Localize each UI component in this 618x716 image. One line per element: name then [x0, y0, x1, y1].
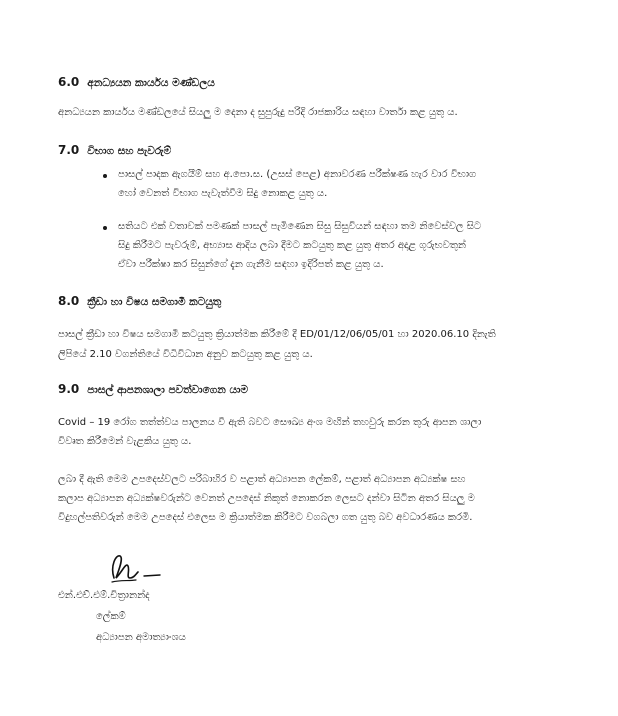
section-7-title: විභාග සහ පැවරුම් — [87, 145, 172, 157]
section-9-line-2: විවෘත කිරීමෙන් වැළකිය යුතු ය. — [58, 436, 192, 447]
signatory-name: එන්.එච්.එම්.චිත්‍රානන්ද — [58, 590, 150, 601]
section-7-bullet-2-line-3: ඒවා පරීක්ෂා කර සිසුන්ගේ දැන ගැනීම සඳහා ඉදිරිපත් කළ යුතු ය. — [118, 259, 384, 270]
section-8-line-1: පාසල් ක්‍රීඩා හා විෂය සමගාමී කටයුතු ක්‍රියාත්මක කිරීමේ දී ED/01/12/06/05/01 හා 2020.06.10 දිනැති — [58, 329, 496, 340]
section-6-title: අනධ්‍යයන කාර්යය මණ්ඩලය — [87, 77, 215, 89]
section-9-line-1: Covid – 19 රෝග තත්ත්වය පාලනය වී ඇති බවට සෞඛ්‍ය අංශ මඟින් තහවුරු කරන තුරු ආපන ශාලා — [58, 417, 482, 428]
closing-line-1: ලබා දී ඇති මෙම උපදෙස්වලට පරිබාහිර ව පළාත් අධ්‍යාපන ලේකම්, පළාත් අධ්‍යාපන අධ්‍යක්ෂ සහ — [58, 474, 466, 485]
section-6-heading — [58, 75, 215, 90]
bullet-icon — [103, 226, 107, 230]
closing-line-2: කලාප අධ්‍යාපන අධ්‍යක්ෂවරුන්ට වෙනත් උපදෙස් නිකුත් නොකරන ලෙසට දන්වා සිටින අතර සියලු ම — [58, 493, 475, 504]
section-6-paragraph: අනධ්‍යයන කාර්යය මණ්ඩලයේ සියලු ම දෙනා ද සුපුරුදු පරිදි රාජකාරිය සඳහා වාර්තා කළ යුතු ය. — [58, 107, 458, 118]
signatory-office: අධ්‍යාපන අමාත්‍යාංශය — [96, 632, 186, 643]
section-8-title: ක්‍රීඩා හා විෂය සමගාමී කටයුතු — [87, 296, 222, 308]
closing-line-3: විදුහල්පතිවරුන් මෙම උපදෙස් එලෙස ම ක්‍රියාත්මක කිරීමට වගබලා ගත යුතු බව අවධාරණය කරමි. — [58, 512, 473, 523]
section-9-title: පාසල් ආපනශාලා පවත්වාගෙන යාම — [87, 384, 249, 396]
section-7-bullet-1-line-1: පාසල් පාදක ඇගයීම් සහ අ.පො.ස. (උසස් පෙළ) අනාවරණ පරීක්ෂණ හැර වාර විභාග — [118, 169, 477, 180]
section-6-number: 6.0 — [58, 75, 80, 89]
section-9-heading — [58, 382, 248, 397]
section-8-line-2: ලිපියේ 2.10 වගන්තියේ විධිවිධාන අනුව කටයුතු කළ යුතු ය. — [58, 349, 313, 360]
bullet-icon — [103, 174, 107, 178]
signature-image — [100, 548, 180, 590]
signatory-title: ලේකම් — [96, 611, 126, 622]
section-7-bullet-2-line-1: සතියට එක් වතාවක් පමණක් පාසල් පැමිණෙන සිසු සිසුවියන් සඳහා තම නිවෙස්වල සිට — [118, 221, 482, 232]
section-7-bullet-2-line-2: සිදු කිරීමට පැවරුම්, අභ්‍යාස ආදිය ලබා දීමට කටයුතු කළ යුතු අතර අදාළ ගුරුභවතුන් — [118, 240, 467, 251]
section-9-number: 9.0 — [58, 382, 80, 396]
section-7-bullet-1-line-2: හෝ වෙනත් විභාග පැවැත්වීම සිදු නොකළ යුතු ය. — [118, 188, 328, 199]
section-7-heading — [58, 143, 171, 158]
section-8-number: 8.0 — [58, 294, 80, 308]
section-7-number: 7.0 — [58, 143, 80, 157]
section-8-heading — [58, 294, 221, 309]
